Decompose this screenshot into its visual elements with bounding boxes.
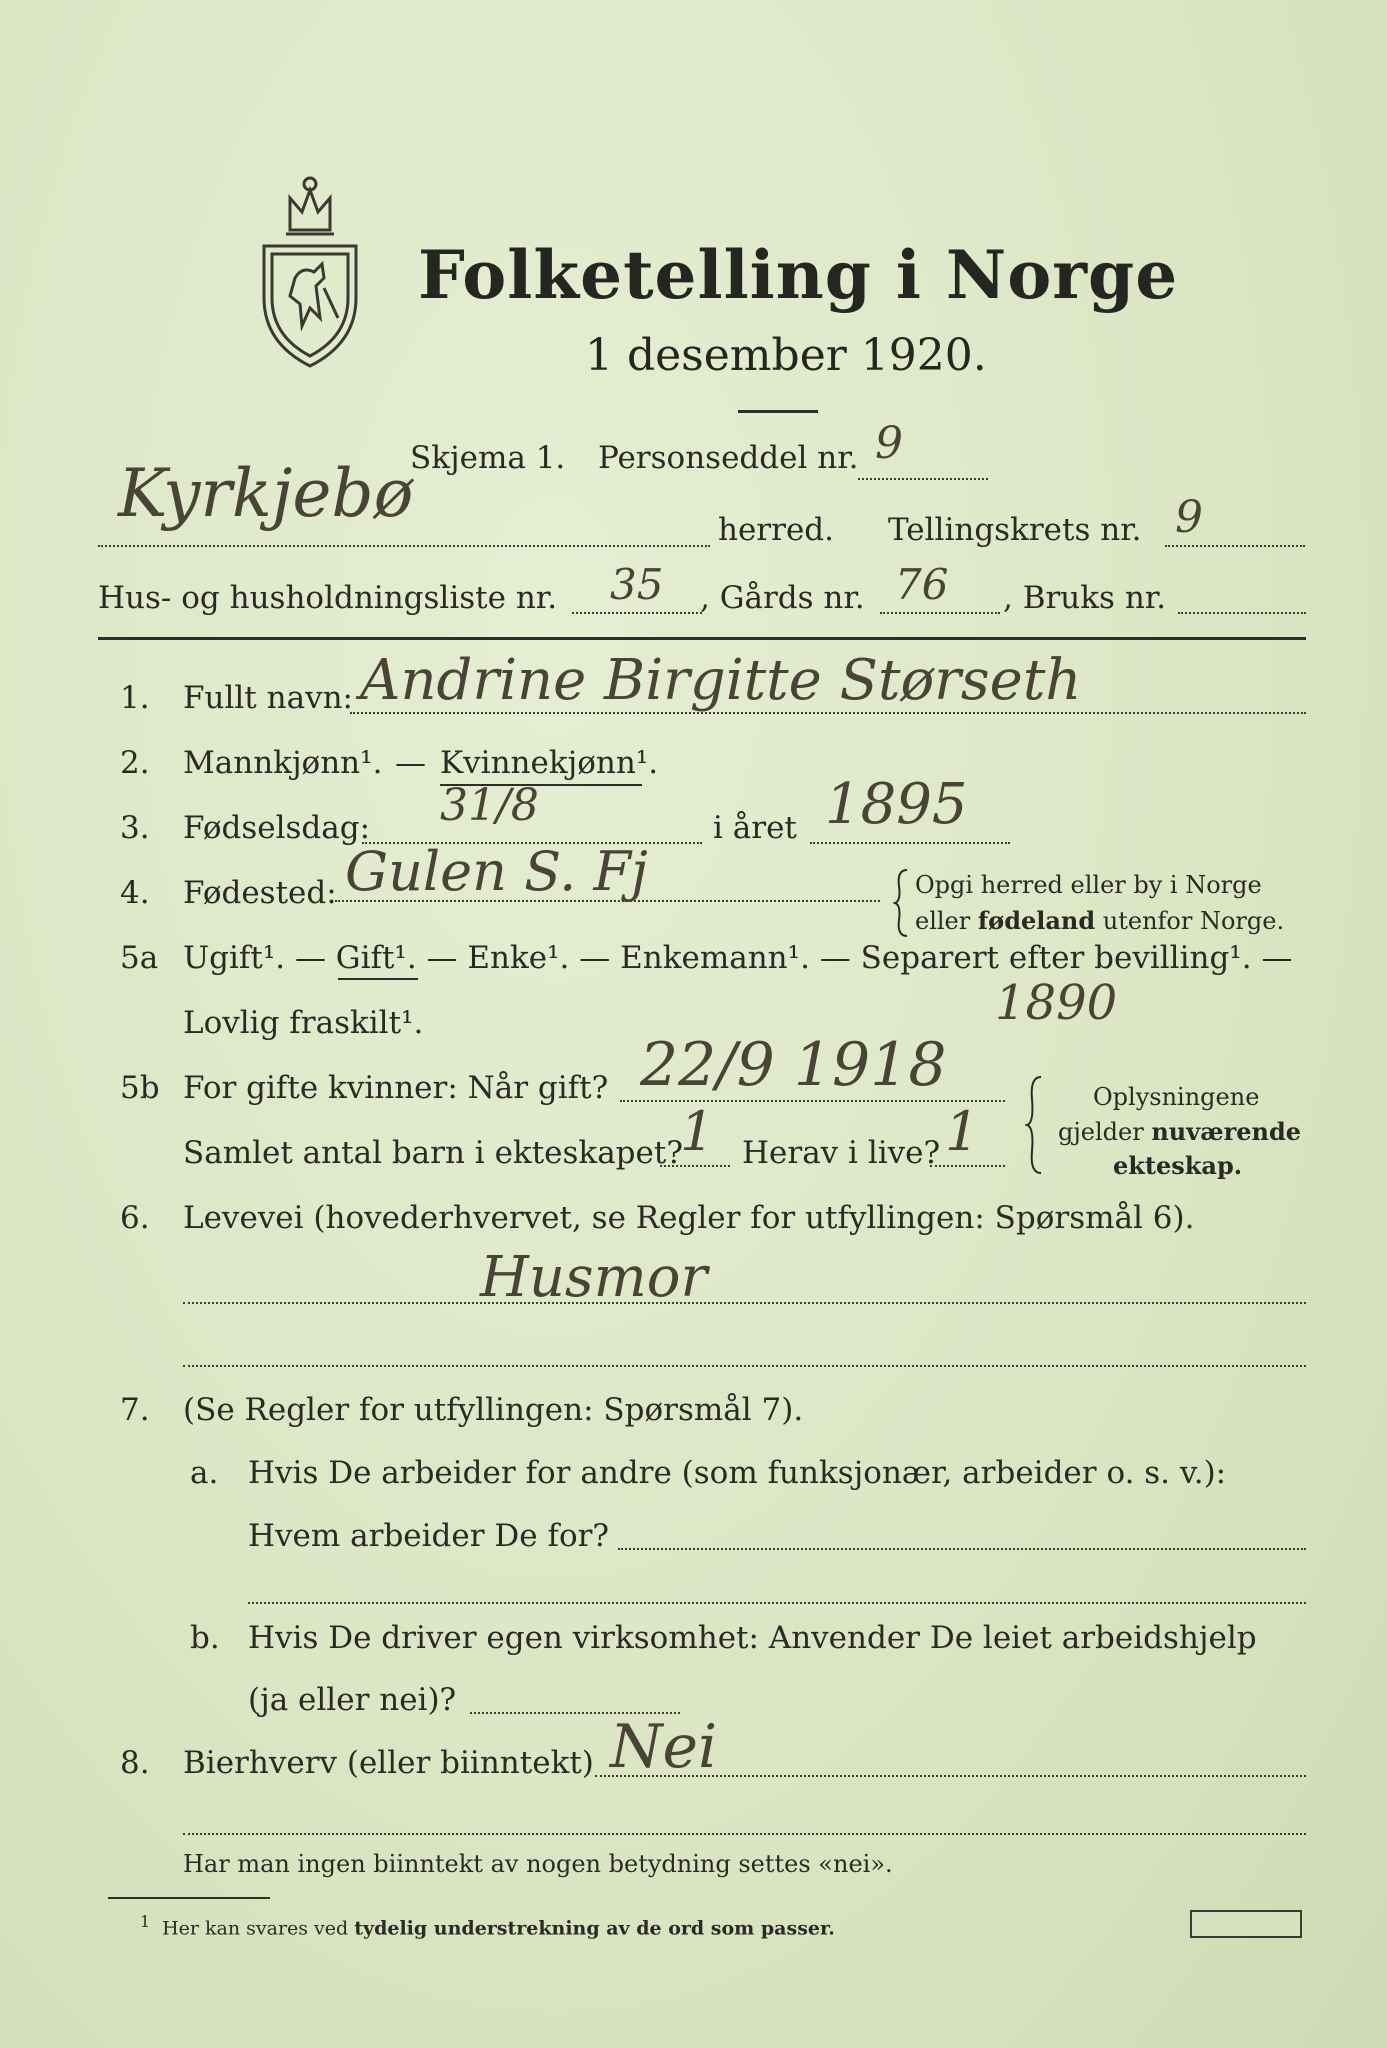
margin-annotation-1890: 1890	[995, 975, 1118, 1031]
tellingskrets-label: Tellingskrets nr.	[888, 512, 1142, 548]
q2-number: 2.	[120, 745, 150, 781]
children-label: Samlet antal barn i ekteskapet?	[183, 1135, 683, 1171]
header-rule	[98, 637, 1306, 640]
married-label: For gifte kvinner: Når gift?	[183, 1070, 609, 1106]
marital-status-line2: Lovlig fraskilt¹.	[183, 1005, 424, 1041]
norwegian-coat-of-arms-icon	[250, 168, 370, 373]
q2-female: Kvinnekjønn¹.	[440, 745, 659, 781]
secondary-income-value: Nei	[610, 1712, 718, 1782]
q7-number: 7.	[120, 1392, 150, 1428]
herred-label: herred.	[718, 512, 834, 548]
q7b-letter: b.	[190, 1620, 220, 1656]
footnote-rule	[108, 1897, 270, 1899]
gift-underline	[338, 978, 418, 980]
birth-year-value: 1895	[825, 772, 968, 837]
q7b-line1: Hvis De driver egen virksomhet: Anvender De leiet arbeidshjelp	[248, 1620, 1257, 1656]
year-label: i året	[713, 810, 797, 846]
q4-label: Fødested:	[183, 875, 337, 911]
q4-note-line1: Opgi herred eller by i Norge	[915, 871, 1262, 899]
gards-label: , Gårds nr.	[700, 580, 865, 616]
printer-stamp	[1190, 1910, 1302, 1938]
q1-label: Fullt navn:	[183, 680, 353, 716]
marital-status-options: Ugift¹. — Gift¹. — Enke¹. — Enkemann¹. — Separert efter bevilling¹. —	[183, 940, 1293, 976]
q4-number: 4.	[120, 875, 150, 911]
footnote: $^1$ Her kan svares ved tydelig understrekning av de ord som passer.	[140, 1912, 835, 1940]
q7a-line1: Hvis De arbeider for andre (som funksjonær, arbeider o. s. v.):	[248, 1455, 1227, 1491]
alive-value: 1	[945, 1100, 980, 1163]
title-divider	[738, 410, 818, 413]
q6-label: Levevei (hovederhvervet, se Regler for utfyllingen: Spørsmål 6).	[183, 1200, 1195, 1236]
married-date-value: 22/9 1918	[640, 1030, 947, 1100]
q6-number: 6.	[120, 1200, 150, 1236]
birthday-value: 31/8	[440, 780, 539, 831]
bruks-label: , Bruks nr.	[1003, 580, 1167, 616]
hus-label: Hus- og husholdningsliste nr.	[98, 580, 558, 616]
q8-label: Bierhverv (eller biinntekt)	[183, 1745, 594, 1781]
q5b-number: 5b	[120, 1070, 160, 1106]
q3-label: Fødselsdag:	[183, 810, 371, 846]
q5b-note-line3: ekteskap.	[1113, 1151, 1243, 1180]
herred-value: Kyrkjebø	[118, 455, 414, 532]
personseddel-label: Personseddel nr.	[598, 440, 859, 476]
q7-label: (Se Regler for utfyllingen: Spørsmål 7).	[183, 1392, 804, 1428]
q8-number: 8.	[120, 1745, 150, 1781]
brace-icon	[1025, 1075, 1043, 1175]
form-title: Folketelling i Norge	[418, 236, 1179, 314]
children-value: 1	[680, 1100, 715, 1163]
q1-number: 1.	[120, 680, 150, 716]
q7b-line2: (ja eller nei)?	[248, 1682, 457, 1718]
q7a-letter: a.	[190, 1455, 219, 1491]
census-date: 1 desember 1920.	[585, 330, 987, 381]
q8-note: Har man ingen biinntekt av nogen betydning settes «nei».	[183, 1850, 893, 1878]
q2-separator: —	[395, 745, 426, 781]
q2-male: Mannkjønn¹.	[183, 745, 383, 781]
q5a-number: 5a	[120, 940, 159, 976]
q5b-note-line1: Oplysningene	[1093, 1083, 1260, 1111]
tellingskrets-value: 9	[1175, 492, 1203, 543]
q5b-note-line2: gjelder nuværende	[1058, 1117, 1302, 1146]
personseddel-value: 9	[875, 418, 903, 469]
birthplace-value: Gulen S. Fj	[345, 840, 648, 903]
full-name-value: Andrine Birgitte Størseth	[360, 648, 1082, 713]
q3-number: 3.	[120, 810, 150, 846]
q7a-line2: Hvem arbeider De for?	[248, 1518, 610, 1554]
gards-value: 76	[895, 560, 949, 609]
brace-icon	[893, 868, 909, 938]
occupation-value: Husmor	[480, 1245, 708, 1310]
schema-label: Skjema 1.	[410, 440, 566, 476]
alive-label: Herav i live?	[742, 1135, 941, 1171]
q4-note-line2: eller fødeland utenfor Norge.	[915, 906, 1285, 935]
hus-value: 35	[610, 560, 664, 609]
